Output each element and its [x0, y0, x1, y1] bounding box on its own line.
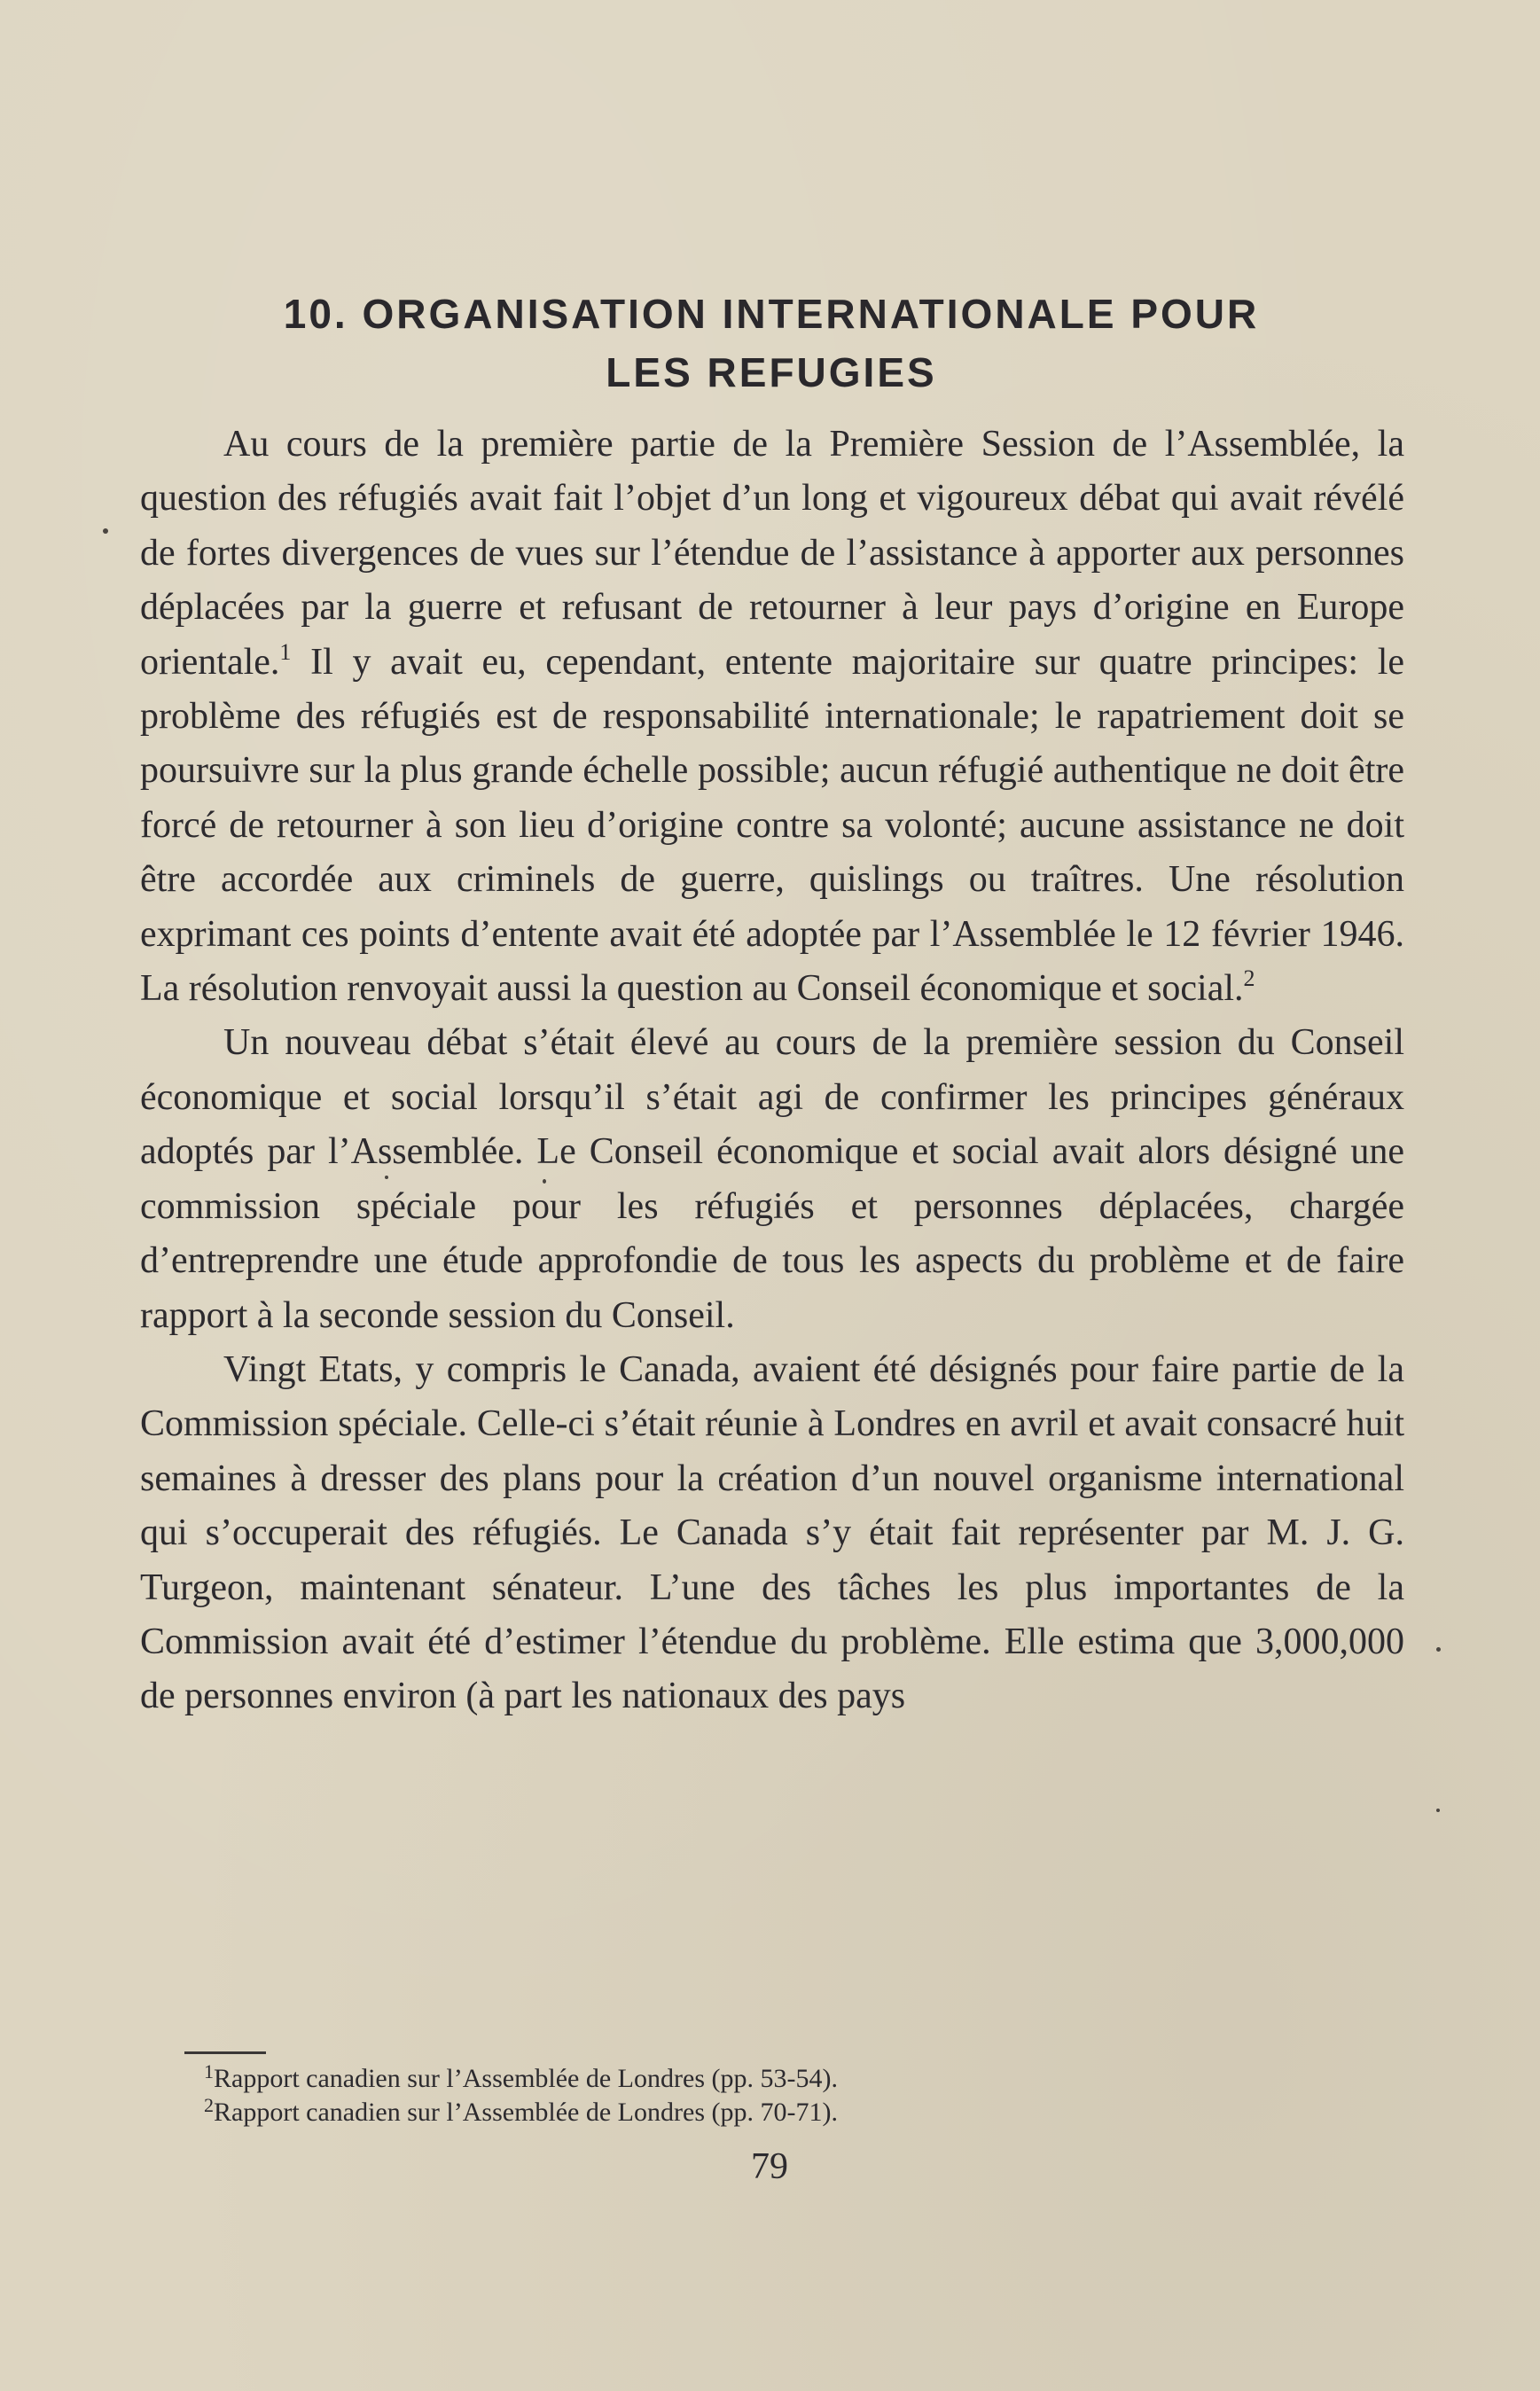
paragraph-1-text-b: Il y avait eu, cependant, entente majoritaire sur quatre principes: le problème des réfugiés est de responsabilité internationale; le rapatriement doit se poursuivre sur la plus grande échelle possible; aucun réfugié authentique ne doit être forcé de retourner à son lieu d’origine contre sa volonté; aucune assistance ne doit être accordée aux criminels de guerre, quislings ou traîtres. Une résolution exprimant ces points d’entente avait été adoptée par l’Assemblée le 12 février 1946. La résolution renvoyait aussi la question au Conseil économique et social. [140, 641, 1404, 1010]
footnote-2 [204, 2096, 838, 2129]
footnote-1 [204, 2062, 838, 2096]
paragraph-1-text-a: Au cours de la première partie de la Première Session de l’Assemblée, la question des réfugiés avait fait l’objet d’un long et vigoureux débat qui avait révélé de fortes divergences de vues sur l’étendue de l’assistance à apporter aux personnes déplacées par la guerre et refusant de retourner à leur pays d’origine en Europe orientale. [140, 424, 1404, 683]
paper-speck [1436, 1647, 1441, 1652]
paper-speck [543, 1179, 546, 1184]
page-number: 79 [751, 2146, 788, 2187]
footnote-1-text: Rapport canadien sur l’Assemblée de Londres (pp. 53-54). [214, 2064, 838, 2093]
paragraph-2: Un nouveau débat s’était élevé au cours de la première session du Conseil économique et social lorsqu’il s’était agi de confirmer les principes généraux adoptés par l’Assemblée. Le Conseil économique et social avait alors désigné une commission spéciale pour les réfugiés et personnes déplacées, chargée d’entreprendre une étude approfondie de tous les aspects du problème et de faire rapport à la seconde session du Conseil. [140, 1022, 1404, 1336]
body-text [140, 418, 1404, 1724]
footnote-ref-2: 2 [1243, 965, 1255, 992]
section-heading-line-1: 10. ORGANISATION INTERNATIONALE POUR [283, 291, 1260, 337]
footnote-1-marker: 1 [204, 2060, 214, 2082]
paper-speck [1436, 1809, 1440, 1812]
paragraph-3: Vingt Etats, y compris le Canada, avaient été désignés pour faire partie de la Commission spéciale. Celle-ci s’était réunie à Londres en avril et avait consacré huit semaines à dresser des plans pour la création d’un nouvel organisme international qui s’occuperait des réfugiés. Le Canada s’y était fait représenter par M. J. G. Turgeon, maintenant sénateur. L’une des tâches les plus importantes de la Commission avait été d’estimer l’étendue du problème. Elle estima que 3,000,000 de personnes environ (à part les nationaux des pays [140, 1348, 1404, 1717]
paper-speck [385, 1176, 388, 1179]
footnote-separator [184, 2051, 266, 2054]
footnote-2-text: Rapport canadien sur l’Assemblée de Londres (pp. 70-71). [214, 2098, 838, 2127]
paragraph-1 [140, 418, 1404, 1016]
footnote-ref-1: 1 [279, 638, 292, 665]
section-heading-line-2: LES REFUGIES [606, 349, 937, 395]
footnote-2-marker: 2 [204, 2094, 214, 2116]
paper-speck [103, 528, 108, 534]
